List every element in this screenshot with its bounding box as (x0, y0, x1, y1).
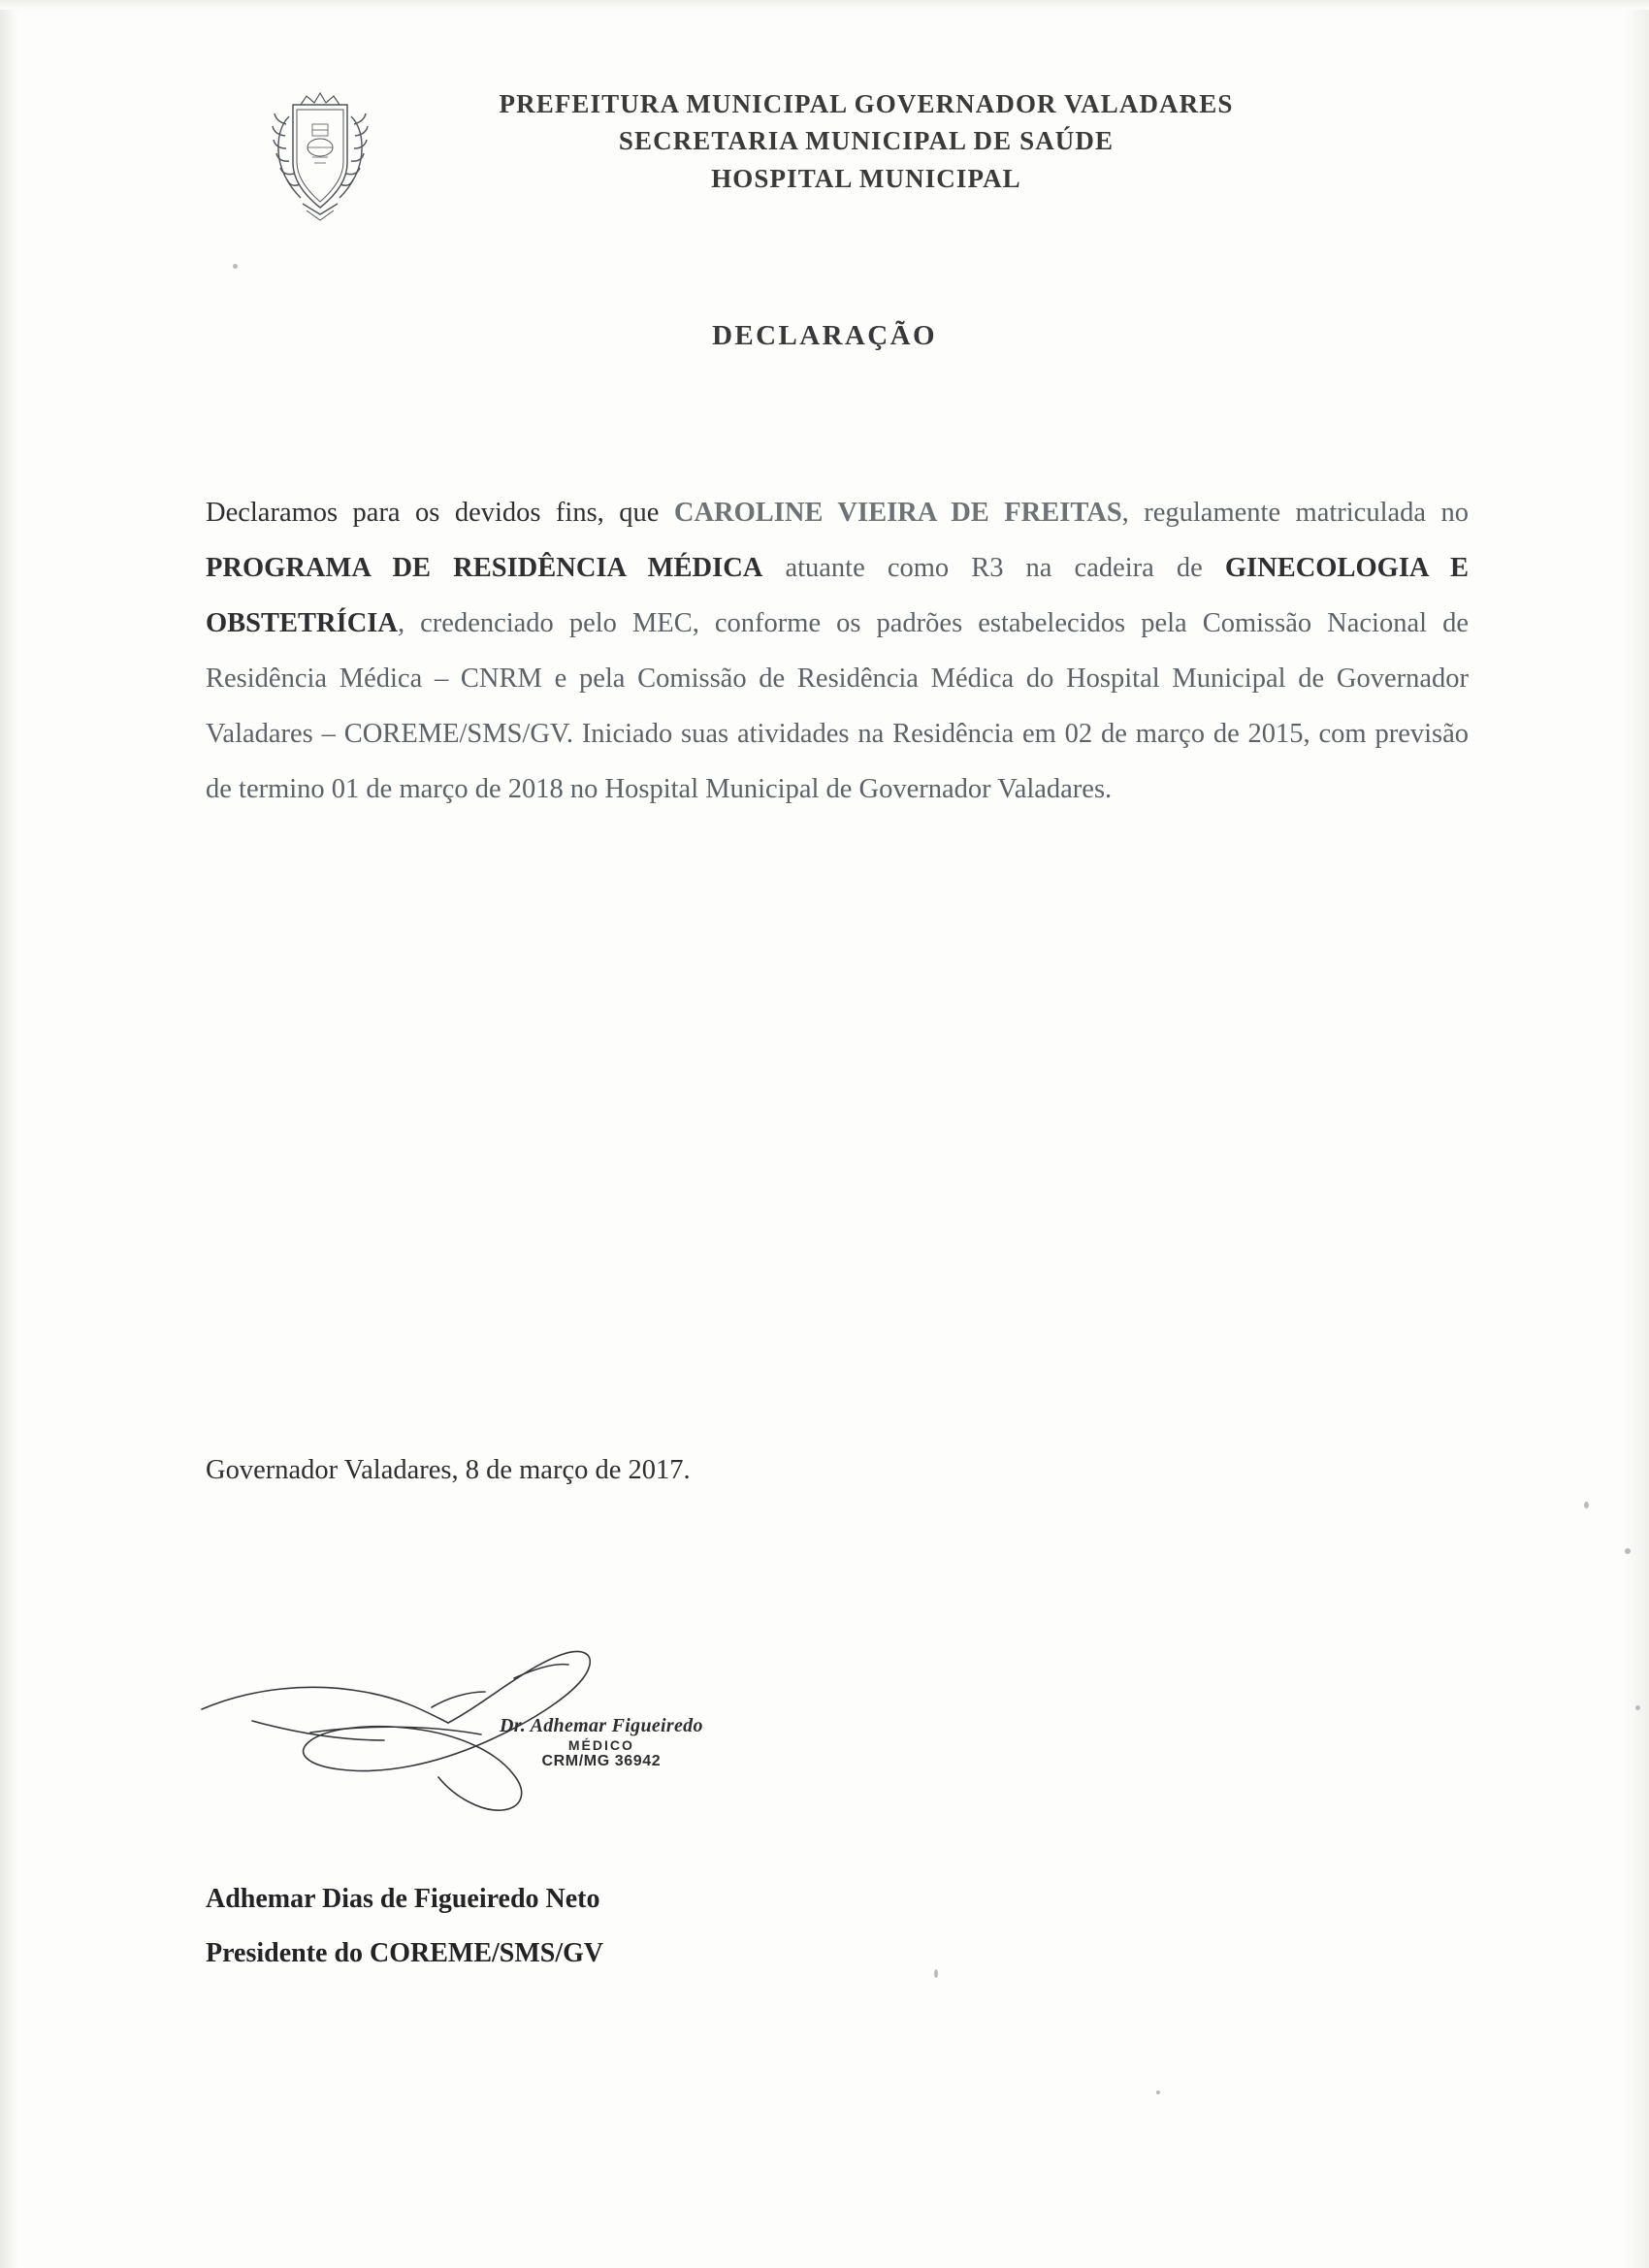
body-segment-1: Declaramos para os devidos fins, que (206, 498, 674, 528)
program-name: PROGRAMA DE RESIDÊNCIA MÉDICA (206, 553, 763, 583)
page-title: DECLARAÇÃO (712, 320, 937, 351)
body-segment-3: atuante como R3 na cadeira de (762, 553, 1225, 583)
stamp-name: Dr. Adhemar Figueiredo (500, 1715, 703, 1736)
scan-speck (934, 1969, 938, 1978)
signature-stamp (500, 1715, 703, 1770)
header-line-hospital: HOSPITAL MUNICIPAL (711, 163, 1021, 193)
scan-speck (1635, 1705, 1640, 1710)
body-segment-4: , credenciado pelo MEC, conforme os padrões estabelecidos pela Comissão Nacional de Residência Médica – CNRM e pela Comissão de Residência Médica do Hospital Municipal de Governador Valadares – COREME/SMS/GV. Iniciado suas atividades na Residência em 02 de março de 2015, com previsão de termino 01 de março de 2018 no Hospital Municipal de Governador Valadares. (206, 608, 1469, 804)
signer-name: Adhemar Dias de Figueiredo Neto (206, 1884, 600, 1914)
municipal-crest-icon (262, 87, 378, 233)
signer-block (206, 1872, 603, 1981)
scan-speck (1156, 2090, 1160, 2094)
resident-name: CAROLINE VIEIRA DE FREITAS (673, 498, 1122, 528)
scan-speck (1584, 1502, 1589, 1508)
scan-speck (1625, 1548, 1631, 1554)
stamp-crm: CRM/MG 36942 (541, 1753, 662, 1770)
scan-speck (233, 264, 238, 269)
header-line-secretaria: SECRETARIA MUNICIPAL DE SAÚDE (618, 126, 1115, 156)
header-line-prefeitura: PREFEITURA MUNICIPAL GOVERNADOR VALADARES (499, 89, 1234, 118)
document-header (262, 85, 1348, 233)
place-and-date: Governador Valadares, 8 de março de 2017. (206, 1455, 691, 1485)
declaration-body (206, 485, 1469, 817)
body-segment-2: , regulamente matriculada no (1121, 498, 1469, 528)
stamp-role: MÉDICO (567, 1737, 634, 1753)
signer-role: Presidente do COREME/SMS/GV (206, 1938, 604, 1968)
signature-area (194, 1639, 737, 1833)
specialty-name: GINECOLOGIA E OBSTETRÍCIA (206, 553, 1470, 638)
scan-edge-top (0, 0, 1649, 10)
